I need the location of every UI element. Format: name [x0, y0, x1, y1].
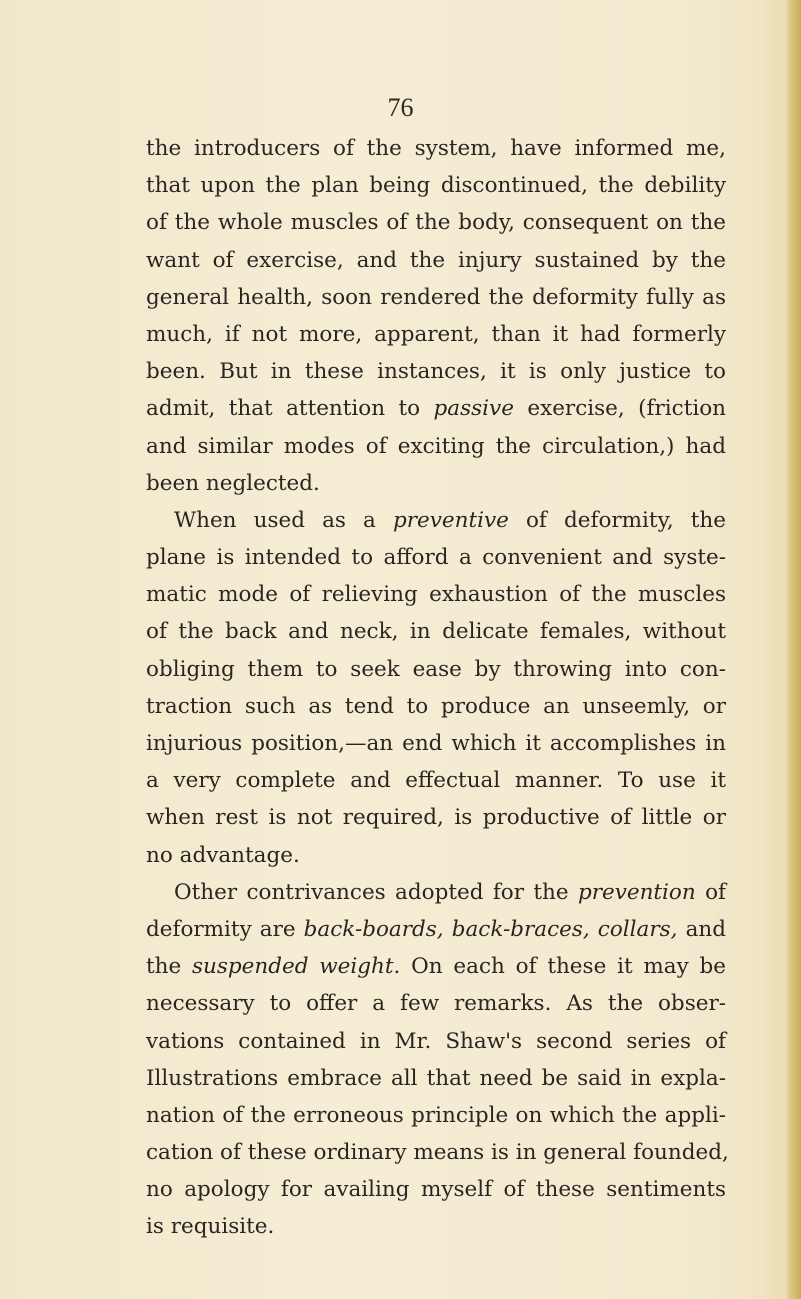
text-line — [146, 874, 726, 911]
italic-text: back-boards, back-braces, collars, — [303, 916, 678, 942]
italic-text: passive — [433, 396, 514, 422]
page-edge — [787, 0, 801, 1299]
text-segment: been neglected. — [146, 470, 320, 496]
text-line — [146, 1060, 726, 1097]
text-segment: no apology for availing myself of these sentiments — [146, 1177, 726, 1203]
text-line — [146, 613, 726, 650]
text-segment: the introducers of the system, have informed me, — [146, 136, 726, 161]
text-segment: matic mode of relieving exhaustion of the muscles — [146, 582, 726, 608]
text-line — [146, 1023, 726, 1060]
text-line — [146, 353, 726, 390]
text-segment: deformity are — [146, 916, 304, 942]
text-segment: is requisite. — [146, 1214, 275, 1240]
text-segment: On each of these it may be — [400, 954, 727, 980]
text-line — [146, 1134, 729, 1171]
text-segment: that upon the plan being discontinued, the debility — [146, 173, 726, 199]
text-segment: injurious position,—an end which it accomplishes in — [146, 731, 726, 756]
text-segment: much, if not more, apparent, than it had formerly — [146, 321, 726, 347]
text-segment: when rest is not required, is productive of little or — [146, 805, 726, 831]
text-line — [146, 911, 726, 948]
text-segment: a very complete and effectual manner. To use it — [146, 768, 726, 794]
text-line — [146, 428, 726, 465]
text-line — [146, 799, 726, 836]
italic-text: prevention — [577, 879, 696, 905]
text-segment: exercise, (friction — [513, 396, 726, 422]
text-line — [146, 316, 726, 353]
text-segment: of — [695, 879, 726, 905]
text-line — [146, 167, 726, 204]
text-segment: Illustrations embrace all that need be said in expla- — [146, 1065, 726, 1091]
text-line — [146, 837, 726, 874]
text-segment: of deformity, the — [508, 507, 727, 533]
text-segment: of the back and neck, in delicate females, without — [146, 619, 726, 645]
text-line — [146, 1097, 726, 1134]
text-segment: vations contained in Mr. Shaw's second series of — [146, 1028, 726, 1054]
text-segment: and — [677, 916, 727, 942]
text-line — [146, 502, 726, 539]
text-segment: obliging them to seek ease by throwing into con- — [146, 656, 726, 682]
text-line — [146, 130, 726, 167]
text-segment: admit, that attention to — [146, 396, 434, 422]
text-segment: cation of these ordinary means is in general founded, — [146, 1140, 729, 1166]
text-line — [146, 688, 726, 725]
text-line — [146, 1171, 726, 1208]
text-line — [146, 242, 726, 279]
italic-text: preventive — [393, 507, 509, 533]
text-line — [146, 651, 726, 688]
text-segment: want of exercise, and the injury sustained by the — [146, 247, 726, 273]
text-line — [146, 1208, 726, 1245]
text-line — [146, 390, 726, 427]
text-segment: nation of the erroneous principle on which the appli- — [146, 1102, 726, 1128]
text-segment: plane is intended to afford a convenient and syste- — [146, 545, 726, 571]
text-line — [146, 539, 726, 576]
text-segment: the — [146, 954, 192, 980]
text-segment: necessary to offer a few remarks. As the obser- — [146, 991, 726, 1017]
text-line — [146, 948, 726, 985]
text-segment: When used as a — [174, 507, 393, 533]
text-line — [146, 762, 726, 799]
text-segment: general health, soon rendered the deformity fully as — [146, 284, 726, 310]
body-text — [146, 130, 729, 1246]
text-line — [146, 204, 726, 241]
text-line — [146, 985, 726, 1022]
text-line — [146, 279, 726, 316]
text-segment: and similar modes of exciting the circulation,) had — [146, 433, 726, 459]
text-line — [146, 576, 726, 613]
text-segment: been. But in these instances, it is only justice to — [146, 359, 726, 385]
text-segment: traction such as tend to produce an unseemly, or — [146, 693, 726, 719]
text-line — [146, 725, 726, 762]
text-segment: Other contrivances adopted for the — [174, 879, 578, 905]
text-line — [146, 465, 726, 502]
text-segment: no advantage. — [146, 842, 300, 868]
italic-text: suspended weight. — [192, 954, 401, 980]
page-number: 76 — [387, 93, 414, 122]
text-segment: of the whole muscles of the body, consequent on the — [146, 210, 726, 236]
